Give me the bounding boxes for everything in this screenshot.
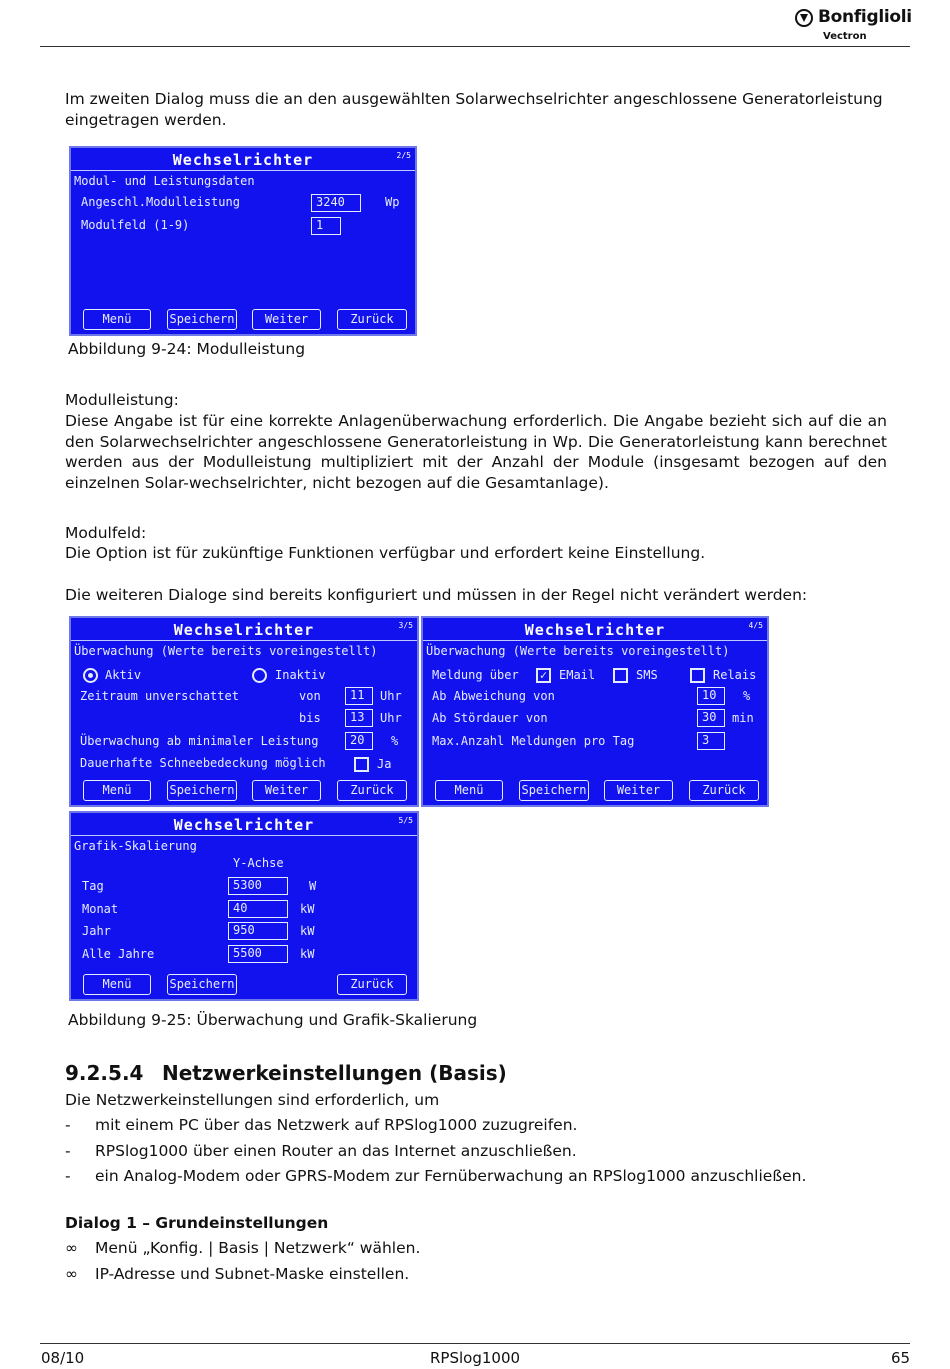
modulleistung-field[interactable]: 3240 <box>311 194 361 212</box>
modulleistung-text: Diese Angabe ist für eine korrekte Anlagenüberwachung erforderlich. Die Angabe bezieht sich auf die an den Solarwechselrichter angeschlossene Generatorleistung in Wp. Die Generatorleistung kann berechnet werden aus der Modulleistung multipliziert mit der Anzahl der Module (insgesamt bezogen auf den einzelnen Solar-wechselrichter, nicht bezogen auf die Gesamtanlage). <box>65 412 887 492</box>
screen-page: 5/5 <box>398 816 413 825</box>
alle-jahre-unit: kW <box>300 947 315 961</box>
figure-caption-9-24: Abbildung 9-24: Modulleistung <box>68 340 306 358</box>
list-item <box>65 1116 577 1134</box>
min-leistung-label: Überwachung ab minimaler Leistung <box>80 734 319 748</box>
list-item-text: ein Analog-Modem oder GPRS-Modem zur Fernüberwachung an RPSlog1000 anzuschließen. <box>95 1167 807 1185</box>
figure-caption-9-25: Abbildung 9-25: Überwachung und Grafik-Skalierung <box>68 1011 478 1029</box>
modulleistung-unit: Wp <box>385 195 400 209</box>
modulfeld-heading: Modulfeld: <box>65 524 147 542</box>
bis-field[interactable]: 13 <box>345 709 373 727</box>
alle-jahre-field[interactable]: 5500 <box>228 945 288 963</box>
next-button[interactable]: Weiter <box>252 309 321 330</box>
monat-field[interactable]: 40 <box>228 900 288 918</box>
sms-label: SMS <box>636 668 658 682</box>
intro-paragraph: Im zweiten Dialog muss die an den ausgewählten Solarwechselrichter angeschlossene Generatorleistung eingetragen werden. <box>65 90 883 129</box>
section-label: Grafik-Skalierung <box>74 839 197 853</box>
modulleistung-label: Angeschl.Modulleistung <box>81 195 240 209</box>
sms-checkbox[interactable] <box>613 668 628 683</box>
button-bar <box>423 775 767 805</box>
yaxis-label: Y-Achse <box>233 856 284 870</box>
abweichung-label: Ab Abweichung von <box>432 689 555 703</box>
alle-jahre-label: Alle Jahre <box>82 947 155 961</box>
screen-title: Wechselrichter <box>173 816 315 834</box>
inaktiv-label: Inaktiv <box>275 668 326 682</box>
email-label: EMail <box>559 668 596 682</box>
step-text: IP-Adresse und Subnet-Maske einstellen. <box>95 1265 410 1283</box>
screen-title: Wechselrichter <box>173 621 315 639</box>
step-item <box>65 1239 420 1257</box>
stoerdauer-label: Ab Stördauer von <box>432 711 548 725</box>
jahr-label: Jahr <box>82 924 111 938</box>
bis-label: bis <box>299 711 321 725</box>
modulfeld-field[interactable]: 1 <box>311 217 341 235</box>
step-text: Menü „Konfig. | Basis | Netzwerk“ wählen. <box>95 1239 421 1257</box>
title-divider <box>423 640 767 641</box>
menu-button[interactable]: Menü <box>83 309 151 330</box>
meldung-label: Meldung über <box>432 668 519 682</box>
von-label: von <box>299 689 321 703</box>
page-number: 65 <box>891 1349 911 1367</box>
next-button[interactable]: Weiter <box>252 780 321 801</box>
schnee-label: Dauerhafte Schneebedeckung möglich <box>80 756 326 770</box>
tag-unit: W <box>309 879 317 893</box>
relais-checkbox[interactable] <box>690 668 705 683</box>
screen-page: 2/5 <box>396 151 411 160</box>
button-bar <box>71 969 417 999</box>
dash-marker: - <box>65 1167 71 1185</box>
screen-meldung <box>421 616 769 807</box>
percent-unit: % <box>743 689 751 703</box>
section-label: Modul- und Leistungsdaten <box>74 174 255 188</box>
modulleistung-heading: Modulleistung: <box>65 391 179 409</box>
screen-modulleistung <box>69 146 417 336</box>
footer-date: 08/10 <box>41 1349 85 1367</box>
min-leistung-field[interactable]: 20 <box>345 732 373 750</box>
list-item <box>65 1167 806 1185</box>
bonfiglioli-logo <box>795 7 915 47</box>
footer-rule <box>40 1343 910 1344</box>
email-checkbox[interactable]: ✓ <box>536 668 551 683</box>
bullet-icon: ∞ <box>65 1239 78 1257</box>
von-field[interactable]: 11 <box>345 687 373 705</box>
ja-label: Ja <box>377 757 392 771</box>
stoerdauer-field[interactable]: 30 <box>697 709 725 727</box>
logo-brand: Bonfiglioli <box>818 7 912 27</box>
screen-page: 3/5 <box>398 621 413 630</box>
title-divider <box>71 640 417 641</box>
menu-button[interactable]: Menü <box>435 780 503 801</box>
aktiv-label: Aktiv <box>105 668 142 682</box>
monat-label: Monat <box>82 902 119 916</box>
jahr-field[interactable]: 950 <box>228 922 288 940</box>
relais-label: Relais <box>713 668 757 682</box>
list-item <box>65 1142 577 1160</box>
save-button[interactable]: Speichern <box>167 780 237 801</box>
section-label: Überwachung (Werte bereits voreingestellt) <box>74 644 378 658</box>
section-heading <box>65 1061 507 1085</box>
title-divider <box>71 835 417 836</box>
modulfeld-text: Die Option ist für zukünftige Funktionen verfügbar und erfordert keine Einstellung. <box>65 544 706 562</box>
schnee-checkbox[interactable] <box>354 757 369 772</box>
save-button[interactable]: Speichern <box>167 974 237 995</box>
modulfeld-label: Modulfeld (1-9) <box>81 218 190 232</box>
jahr-unit: kW <box>300 924 315 938</box>
bullet-icon: ∞ <box>65 1265 78 1283</box>
save-button[interactable]: Speichern <box>519 780 589 801</box>
section-lead: Die Netzwerkeinstellungen sind erforderlich, um <box>65 1091 440 1109</box>
menu-button[interactable]: Menü <box>83 974 151 995</box>
list-item-text: RPSlog1000 über einen Router an das Internet anzuschließen. <box>95 1142 577 1160</box>
screen-ueberwachung <box>69 616 419 807</box>
title-divider <box>71 170 415 171</box>
menu-button[interactable]: Menü <box>83 780 151 801</box>
back-button[interactable]: Zurück <box>337 974 407 995</box>
button-bar <box>71 304 415 334</box>
screen-grafik-skalierung <box>69 811 419 1001</box>
further-dialogs-text: Die weiteren Dialoge sind bereits konfiguriert und müssen in der Regel nicht verändert werden: <box>65 586 808 604</box>
step-item <box>65 1265 409 1283</box>
screen-page: 4/5 <box>748 621 763 630</box>
section-title: Netzwerkeinstellungen (Basis) <box>162 1061 507 1085</box>
dialog-heading: Dialog 1 – Grundeinstellungen <box>65 1214 329 1232</box>
back-button[interactable]: Zurück <box>689 780 759 801</box>
uhr-unit: Uhr <box>380 689 402 703</box>
zeitraum-label: Zeitraum unverschattet <box>80 689 239 703</box>
uhr-unit: Uhr <box>380 711 402 725</box>
footer-product: RPSlog1000 <box>430 1349 521 1367</box>
tag-label: Tag <box>82 879 104 893</box>
screen-title: Wechselrichter <box>172 151 314 169</box>
min-unit: min <box>732 711 754 725</box>
tag-field[interactable]: 5300 <box>228 877 288 895</box>
button-bar <box>71 775 417 805</box>
list-item-text: mit einem PC über das Netzwerk auf RPSlog1000 zuzugreifen. <box>95 1116 578 1134</box>
screen-title: Wechselrichter <box>524 621 666 639</box>
dash-marker: - <box>65 1142 71 1160</box>
section-number: 9.2.5.4 <box>65 1061 144 1085</box>
bonfiglioli-logo-mark-icon <box>795 9 813 27</box>
percent-unit: % <box>391 734 399 748</box>
abweichung-field[interactable]: 10 <box>697 687 725 705</box>
dash-marker: - <box>65 1116 71 1134</box>
header-rule <box>40 46 910 47</box>
aktiv-radio[interactable] <box>83 668 98 683</box>
back-button[interactable]: Zurück <box>337 309 407 330</box>
logo-sub: Vectron <box>823 31 867 42</box>
inaktiv-radio[interactable] <box>252 668 267 683</box>
back-button[interactable]: Zurück <box>337 780 407 801</box>
save-button[interactable]: Speichern <box>167 309 237 330</box>
next-button[interactable]: Weiter <box>604 780 673 801</box>
section-label: Überwachung (Werte bereits voreingestellt) <box>426 644 730 658</box>
monat-unit: kW <box>300 902 315 916</box>
max-label: Max.Anzahl Meldungen pro Tag <box>432 734 635 748</box>
max-field[interactable]: 3 <box>697 732 725 750</box>
